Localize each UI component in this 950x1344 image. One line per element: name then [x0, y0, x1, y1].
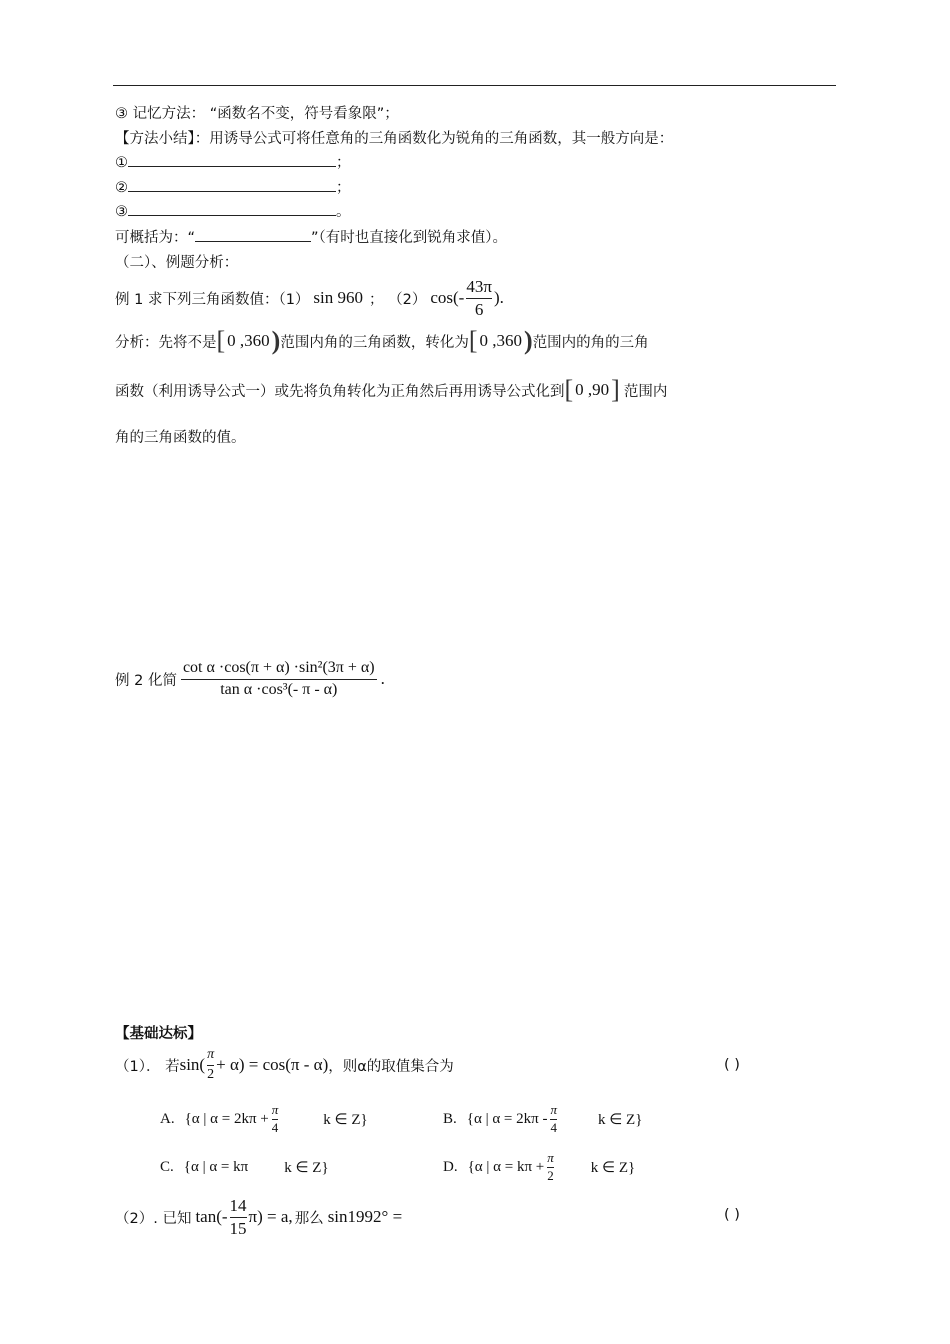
example-2-end: . — [380, 669, 385, 688]
blank-end: ； — [336, 180, 351, 196]
interval-0-360-a: 0 ,360 — [227, 331, 270, 350]
basics-title: 【基础达标】 — [115, 1026, 202, 1042]
q1-option-c[interactable] — [160, 1146, 329, 1188]
blank-mark: ① — [115, 155, 128, 171]
fraction-numerator: π — [271, 1101, 279, 1117]
example-2 — [115, 653, 385, 705]
q2-mid: 那么 — [294, 1210, 324, 1227]
fraction-denominator: 4 — [550, 1119, 557, 1135]
sin960-expr: sin 960 — [313, 288, 364, 307]
analysis-line2-suffix: 范围内 — [623, 383, 668, 400]
fraction-denominator: 4 — [271, 1119, 279, 1135]
option-c-label: C. — [160, 1158, 174, 1175]
memory-method-line: ③ 记忆方法： “函数名不变，符号看象限”； — [115, 106, 399, 122]
blank-mark: ③ — [115, 204, 128, 220]
method-summary-line: 【方法小结】：用诱导公式可将任意角的三角函数化为锐角的三角函数，其一般方向是： — [115, 131, 674, 147]
q1-option-a[interactable] — [160, 1098, 368, 1140]
option-d-set: {α | α = kπ + — [467, 1158, 545, 1175]
q1-lhs-fn: sin( — [179, 1055, 206, 1074]
left-bracket-icon: [ — [216, 326, 226, 355]
fraction-numerator: π — [207, 1047, 215, 1063]
right-bracket-icon: ] — [611, 375, 620, 404]
q2-answer-paren: ( ) — [724, 1207, 740, 1223]
option-d-label: D. — [443, 1158, 458, 1175]
q1-option-b[interactable] — [443, 1098, 642, 1140]
fraction-bar — [207, 1065, 214, 1066]
q1-prefix: （1）． 若 — [115, 1058, 180, 1075]
left-bracket-icon: [ — [468, 326, 478, 355]
right-paren-icon: ) — [271, 326, 281, 355]
example-1 — [115, 275, 504, 321]
q1-lhs-rest: + α) = cos(π - α) — [216, 1055, 329, 1074]
left-bracket-icon: [ — [564, 375, 574, 404]
generalize-prefix: 可概括为：“ — [115, 230, 196, 246]
blank-line-2 — [115, 176, 351, 197]
option-b-fraction — [550, 1103, 557, 1136]
q1-suffix: ，则α的取值集合为 — [328, 1058, 454, 1075]
q1-pi-over-2 — [207, 1047, 214, 1082]
option-a-set: {α | α = 2kπ + — [184, 1110, 269, 1127]
generalize-blank — [195, 227, 311, 242]
generalize-line — [115, 226, 507, 247]
analysis-line-2 — [115, 373, 667, 407]
blank-line-3 — [115, 200, 351, 221]
q2-rest: π) = a, — [248, 1207, 293, 1226]
question-1 — [115, 1044, 454, 1086]
blank-underline — [128, 201, 336, 216]
cos-suffix: ). — [493, 288, 504, 307]
q2-prefix: （2）. 已知 — [115, 1210, 192, 1227]
analysis-line-1 — [115, 324, 649, 358]
blank-mark: ② — [115, 180, 128, 196]
simplify-denominator: tan α ·cos³(- π - α) — [220, 680, 338, 698]
interval-0-360-b: 0 ,360 — [479, 331, 523, 350]
option-c-set: {α | α = kπ — [183, 1158, 249, 1175]
fraction-numerator: 14 — [229, 1195, 247, 1215]
analysis-mid-1: 范围内角的三角函数，转化为 — [280, 334, 469, 351]
option-d-condition: k ∈ Z} — [590, 1159, 636, 1176]
example-1-sep: ； （2） — [369, 291, 427, 308]
fraction-bar — [466, 298, 492, 299]
fraction-bar — [230, 1217, 247, 1218]
blank-underline — [128, 152, 336, 167]
analysis-mid-2: 范围内的角的三角 — [532, 334, 649, 351]
analysis-line-3: 角的三角函数的值。 — [115, 430, 246, 446]
option-a-fraction — [272, 1103, 279, 1136]
blank-end: 。 — [336, 204, 351, 220]
option-b-label: B. — [443, 1110, 457, 1127]
option-a-label: A. — [160, 1110, 175, 1127]
option-c-condition: k ∈ Z} — [284, 1159, 329, 1176]
generalize-suffix: ”（有时也直接化到锐角求值）。 — [311, 230, 508, 246]
q1-option-d[interactable] — [443, 1146, 635, 1188]
example-2-label: 例 2 化简 — [115, 672, 177, 689]
q2-expr: sin1992° = — [327, 1207, 403, 1226]
q1-answer-paren: ( ) — [724, 1057, 740, 1073]
option-a-condition: k ∈ Z} — [323, 1111, 368, 1128]
fraction-numerator: 43π — [466, 276, 492, 296]
q2-fraction — [230, 1196, 247, 1238]
fraction-numerator: π — [547, 1149, 554, 1165]
option-b-condition: k ∈ Z} — [597, 1111, 643, 1128]
right-paren-icon: ) — [524, 326, 533, 355]
blank-underline — [128, 177, 336, 192]
fraction-bar — [181, 679, 377, 680]
option-b-set: {α | α = 2kπ - — [466, 1110, 548, 1127]
cos-prefix: cos(- — [430, 288, 465, 307]
example-1-label: 例 1 求下列三角函数值：（1） — [115, 291, 310, 308]
fraction-denominator: 6 — [474, 299, 484, 319]
simplify-numerator: cot α ·cos(π + α) ·sin²(3π + α) — [182, 659, 375, 677]
fraction-denominator: 2 — [207, 1066, 215, 1082]
q2-fn: tan(- — [195, 1207, 228, 1226]
analysis-line2-prefix: 函数（利用诱导公式一）或先将负角转化为正角然后再用诱导公式化到 — [115, 383, 565, 400]
fraction-denominator: 15 — [229, 1218, 247, 1238]
blank-end: ； — [336, 155, 351, 171]
fraction-43pi-over-6 — [466, 277, 492, 319]
analysis-prefix: 分析：先将不是 — [115, 334, 217, 351]
fraction-numerator: π — [550, 1101, 557, 1117]
fraction-denominator: 2 — [547, 1167, 554, 1183]
section-heading: （二）、例题分析： — [115, 255, 239, 271]
interval-0-90: 0 ,90 — [575, 380, 610, 399]
blank-line-1 — [115, 151, 351, 172]
header-rule — [113, 85, 836, 86]
option-d-fraction — [547, 1151, 554, 1184]
question-2 — [115, 1194, 402, 1240]
simplify-fraction — [181, 659, 377, 699]
